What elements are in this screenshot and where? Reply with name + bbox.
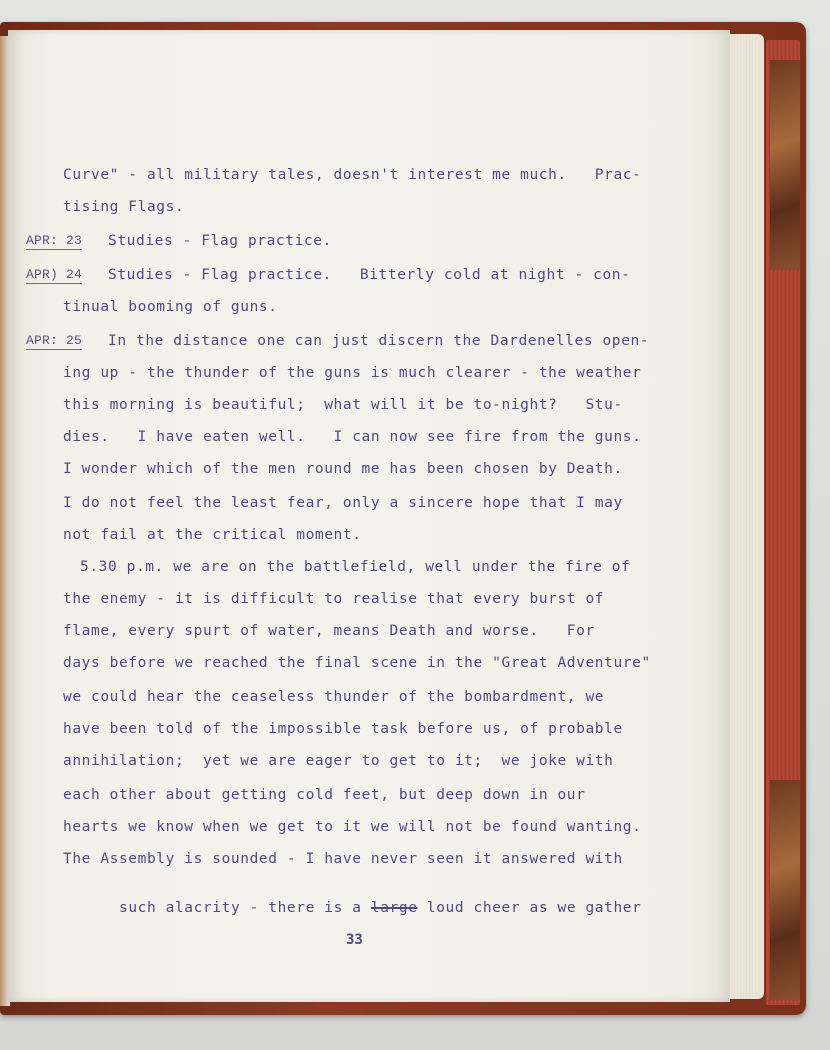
marbled-corner-bottom xyxy=(770,780,800,1000)
date-apr-23: APR: 23 xyxy=(26,233,83,248)
text-line: flame, every spurt of water, means Death and worse. For xyxy=(63,623,595,639)
marbled-corner-top xyxy=(770,60,800,270)
text-line: the enemy - it is difficult to realise that every burst of xyxy=(63,591,605,607)
text-line xyxy=(63,886,641,930)
text-line: I do not feel the least fear, only a sincere hope that I may xyxy=(63,495,623,511)
text-line: In the distance one can just discern the Dardenelles open- xyxy=(108,333,650,349)
text-segment: loud cheer as we gather xyxy=(417,899,642,916)
page-number: 33 xyxy=(346,932,363,948)
text-line: tising Flags. xyxy=(63,199,185,215)
struck-word: large xyxy=(370,899,418,916)
typed-page xyxy=(8,30,730,1002)
text-line: hearts we know when we get to it we will not be found wanting. xyxy=(63,819,642,835)
text-line: this morning is beautiful; what will it be to-night? Stu- xyxy=(63,397,623,413)
date-apr-24: APR) 24 xyxy=(26,267,83,282)
text-line: annihilation; yet we are eager to get to it; we joke with xyxy=(63,753,614,769)
text-line: each other about getting cold feet, but deep down in our xyxy=(63,787,586,803)
date-apr-25: APR: 25 xyxy=(26,333,83,348)
text-line: have been told of the impossible task before us, of probable xyxy=(63,721,623,737)
text-line: The Assembly is sounded - I have never seen it answered with xyxy=(63,851,623,867)
text-line: Studies - Flag practice. xyxy=(108,233,332,249)
text-line: dies. I have eaten well. I can now see fire from the guns. xyxy=(63,429,642,445)
text-line: Curve" - all military tales, doesn't interest me much. Prac- xyxy=(63,167,642,183)
text-segment: such alacrity - there is a xyxy=(118,899,371,916)
text-line: I wonder which of the men round me has been chosen by Death. xyxy=(63,461,623,477)
text-line: 5.30 p.m. we are on the battlefield, well under the fire of xyxy=(80,559,631,575)
text-line: days before we reached the final scene in the "Great Adventure" xyxy=(63,655,651,671)
text-line: not fail at the critical moment. xyxy=(63,527,362,543)
text-line: we could hear the ceaseless thunder of the bombardment, we xyxy=(63,689,605,705)
text-line: tinual booming of guns. xyxy=(63,299,278,315)
text-line: Studies - Flag practice. Bitterly cold at night - con- xyxy=(108,267,631,283)
text-line: ing up - the thunder of the guns is much clearer - the weather xyxy=(63,365,642,381)
